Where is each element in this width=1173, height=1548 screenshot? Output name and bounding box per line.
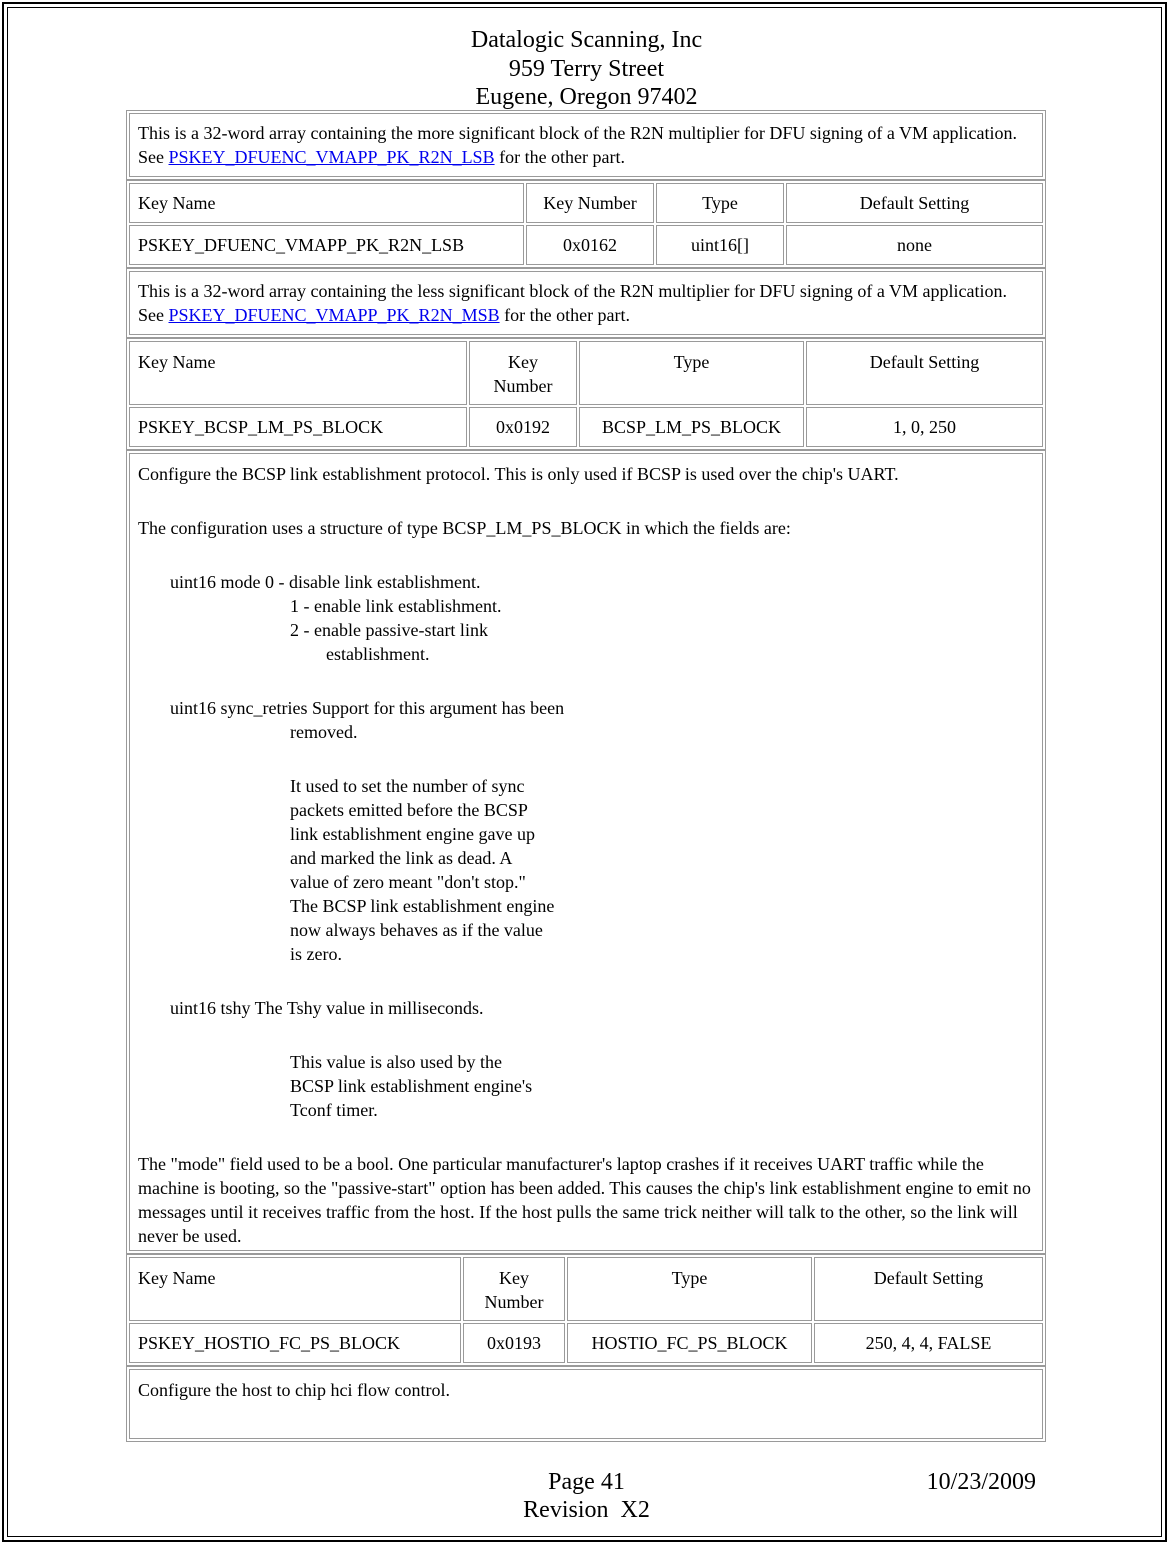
table-header-row <box>129 1257 1043 1321</box>
header-key-number-line1: Key <box>508 352 538 372</box>
header-default-setting: Default Setting <box>786 183 1043 223</box>
desc-lsb-cell <box>129 271 1043 335</box>
header-key-number <box>469 341 577 405</box>
bcsp-structure: The configuration uses a structure of type BCSP_LM_PS_BLOCK in which the fields are: <box>138 518 791 538</box>
sync-detail-line: packets emitted before the BCSP <box>290 800 528 820</box>
desc-lsb-text-end: for the other part. <box>499 305 631 325</box>
revision: Revision X2 <box>523 1497 650 1523</box>
header-key-number: Key Number <box>526 183 654 223</box>
key-default-hostio: 250, 4, 4, FALSE <box>814 1323 1043 1363</box>
company-city: Eugene, Oregon 97402 <box>475 84 698 110</box>
link-pskey-msb[interactable]: PSKEY_DFUENC_VMAPP_PK_R2N_MSB <box>168 305 500 325</box>
tshy-detail-line: BCSP link establishment engine's <box>290 1076 533 1096</box>
key-table-hostio <box>126 1254 1046 1366</box>
field-sync-line1: uint16 sync_retries Support for this argument has been <box>170 698 565 718</box>
key-default-bcsp: 1, 0, 250 <box>806 407 1043 447</box>
key-type-hostio: HOSTIO_FC_PS_BLOCK <box>567 1323 812 1363</box>
table-row <box>129 1323 1043 1363</box>
tshy-detail-line: This value is also used by the <box>290 1052 502 1072</box>
bcsp-intro: Configure the BCSP link establishment protocol. This is only used if BCSP is used over the chip's UART. <box>138 464 899 484</box>
table-header-row <box>129 183 1043 223</box>
header-default-setting: Default Setting <box>806 341 1043 405</box>
header-key-name: Key Name <box>129 341 467 405</box>
sync-detail-line: The BCSP link establishment engine <box>290 896 555 916</box>
field-sync-details <box>138 774 1034 966</box>
key-name-lsb: PSKEY_DFUENC_VMAPP_PK_R2N_LSB <box>129 225 524 265</box>
key-table-lsb <box>126 180 1046 268</box>
field-mode-line4: establishment. <box>326 644 430 664</box>
header-default-setting: Default Setting <box>814 1257 1043 1321</box>
key-number-hostio: 0x0193 <box>463 1323 565 1363</box>
field-tshy-line: uint16 tshy The Tshy value in milliseconds. <box>170 998 484 1018</box>
tshy-detail-line: Tconf timer. <box>290 1100 378 1120</box>
header-key-number <box>463 1257 565 1321</box>
company-street: 959 Terry Street <box>508 55 665 82</box>
desc-lsb-text: This is a 32-word array containing the less significant block of the R2N multiplier for DFU signing of a VM application. See <box>138 281 1008 325</box>
desc-hostio-table <box>126 1366 1046 1442</box>
desc-msb-table <box>126 110 1046 180</box>
desc-msb-cell <box>129 113 1043 177</box>
sync-detail-line: now always behaves as if the value <box>290 920 543 940</box>
field-tshy-details <box>138 1050 1034 1122</box>
table-row <box>129 407 1043 447</box>
key-type-lsb: uint16[] <box>656 225 784 265</box>
key-table-bcsp <box>126 338 1046 450</box>
header-type: Type <box>656 183 784 223</box>
pskey-content <box>126 110 1046 1442</box>
page-header <box>0 26 1173 112</box>
desc-msb-text-end: for the other part. <box>494 147 626 167</box>
desc-lsb-table <box>126 268 1046 338</box>
company-name: Datalogic Scanning, Inc <box>470 27 703 53</box>
desc-bcsp-table <box>126 450 1046 1254</box>
header-key-number-line2: Number <box>493 376 553 396</box>
header-key-name: Key Name <box>129 183 524 223</box>
key-number-lsb: 0x0162 <box>526 225 654 265</box>
key-type-bcsp: BCSP_LM_PS_BLOCK <box>579 407 804 447</box>
sync-detail-line: value of zero meant "don't stop." <box>290 872 526 892</box>
key-name-bcsp: PSKEY_BCSP_LM_PS_BLOCK <box>129 407 467 447</box>
desc-hostio-cell: Configure the host to chip hci flow control. <box>129 1369 1043 1439</box>
table-header-row <box>129 341 1043 405</box>
header-key-name: Key Name <box>129 1257 461 1321</box>
page-number: Page 41 <box>548 1469 625 1495</box>
header-type: Type <box>579 341 804 405</box>
footer-date: 10/23/2009 <box>926 1469 1036 1495</box>
field-sync-line2: removed. <box>290 722 358 742</box>
header-key-number-line2: Number <box>484 1292 544 1312</box>
desc-msb-text: This is a 32-word array containing the more significant block of the R2N multiplier for DFU signing of a VM application. See <box>138 123 1017 167</box>
sync-detail-line: link establishment engine gave up <box>290 824 535 844</box>
field-mode-line3: 2 - enable passive-start link <box>290 620 488 640</box>
sync-detail-line: and marked the link as dead. A <box>290 848 513 868</box>
field-mode-line1: uint16 mode 0 - disable link establishment. <box>170 572 481 592</box>
key-name-hostio: PSKEY_HOSTIO_FC_PS_BLOCK <box>129 1323 461 1363</box>
link-pskey-lsb[interactable]: PSKEY_DFUENC_VMAPP_PK_R2N_LSB <box>168 147 495 167</box>
header-key-number-line1: Key <box>499 1268 529 1288</box>
sync-detail-line: It used to set the number of sync <box>290 776 525 796</box>
header-type: Type <box>567 1257 812 1321</box>
bcsp-mode-note: The "mode" field used to be a bool. One particular manufacturer's laptop crashes if it receives UART traffic while the machine is booting, so the "passive-start" option has been added. This causes the chip's link establishment engine to emit no messages until it receives traffic from the host. If the host pulls the same trick neither will talk to the other, so the link will never be used. <box>138 1154 1031 1246</box>
field-mode-line2: 1 - enable link establishment. <box>290 596 502 616</box>
desc-bcsp-cell <box>129 453 1043 1251</box>
key-default-lsb: none <box>786 225 1043 265</box>
key-number-bcsp: 0x0192 <box>469 407 577 447</box>
table-row <box>129 225 1043 265</box>
sync-detail-line: is zero. <box>290 944 342 964</box>
